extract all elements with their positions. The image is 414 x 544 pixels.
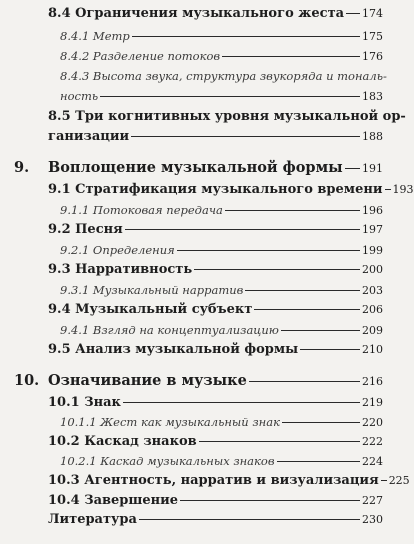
toc-entry (48, 109, 406, 124)
toc-leader (254, 309, 360, 310)
toc-page: 203 (362, 284, 383, 297)
toc-leader (194, 269, 360, 270)
toc-page: 222 (362, 435, 383, 448)
toc-entry (48, 493, 383, 508)
toc-entry (60, 454, 383, 468)
toc-page: 219 (362, 396, 383, 409)
toc-leader (245, 290, 360, 291)
toc-page: 227 (362, 494, 383, 507)
toc-leader (177, 250, 360, 251)
toc-entry (48, 262, 383, 277)
toc-page: 224 (362, 455, 383, 468)
toc-title: 9.1.1 Потоковая передача (60, 203, 223, 217)
toc-page: 196 (362, 204, 383, 217)
toc-title: 9.2.1 Определения (60, 243, 175, 257)
toc-title: 9.2 Песня (48, 222, 123, 237)
toc-entry-continuation (60, 89, 383, 103)
toc-entry (60, 323, 383, 337)
toc-title: 10.1 Знак (48, 395, 121, 410)
toc-leader (385, 189, 391, 190)
toc-leader (131, 136, 360, 137)
toc-title: 8.5 Три когнитивных уровня музыкальной ор- (48, 109, 406, 124)
toc-entry (60, 243, 383, 257)
toc-page: 206 (362, 303, 383, 316)
toc-leader (345, 168, 360, 169)
toc-leader (180, 500, 360, 501)
toc-page: 225 (388, 474, 410, 487)
toc-title: Означивание в музыке (48, 372, 247, 389)
toc-title: 8.4.1 Метр (60, 29, 130, 43)
toc-entry (60, 283, 383, 297)
toc-entry (48, 342, 383, 357)
toc-page: 175 (362, 30, 383, 43)
toc-leader (281, 330, 360, 331)
toc-entry (48, 222, 383, 237)
toc-page: 197 (362, 223, 383, 236)
toc-page: 176 (362, 50, 383, 63)
toc-leader (100, 96, 360, 97)
toc-title: 9.4 Музыкальный субъект (48, 302, 253, 317)
toc-entry (48, 512, 383, 527)
toc-title: 8.4.2 Разделение потоков (60, 49, 221, 63)
toc-page: 209 (362, 324, 383, 337)
toc-page: 216 (362, 375, 383, 388)
toc-entry (60, 69, 387, 83)
toc-page: 199 (362, 244, 383, 257)
toc-page: 230 (362, 513, 383, 526)
toc-title: ганизации (48, 129, 130, 144)
toc-title: 9.3 Нарративность (48, 262, 193, 277)
toc-entry (48, 395, 383, 410)
toc-entry (60, 49, 383, 63)
toc-title: 10.2.1 Каскад музыкальных знаков (60, 454, 275, 468)
toc-page: 210 (362, 343, 383, 356)
toc-leader (125, 229, 360, 230)
toc-leader (277, 461, 360, 462)
toc-page: 188 (362, 130, 383, 143)
toc-page: 191 (362, 162, 383, 175)
toc-page: 174 (362, 7, 383, 20)
toc-leader (249, 381, 360, 382)
toc-entry (48, 434, 383, 449)
toc-entry (48, 182, 414, 197)
toc-title: 10.2 Каскад знаков (48, 434, 197, 449)
toc-entry (48, 473, 410, 488)
toc-title: 9.3.1 Музыкальный нарратив (60, 283, 244, 297)
toc-page: 200 (362, 263, 383, 276)
toc-page: 193 (392, 183, 414, 196)
toc-leader (139, 519, 360, 520)
toc-entry (60, 29, 383, 43)
toc-leader (381, 480, 387, 481)
toc-title: 9.5 Анализ музыкальной формы (48, 342, 299, 357)
toc-title: ность (60, 89, 99, 103)
toc-page: 183 (362, 90, 383, 103)
toc-title: 8.4 Ограничения музыкального жеста (48, 6, 345, 21)
toc-entry (60, 203, 383, 217)
toc-title: Воплощение музыкальной формы (48, 159, 343, 176)
toc-title: 10.3 Агентность, нарратив и визуализация (48, 473, 379, 488)
toc-title: 9.4.1 Взгляд на концептуализацию (60, 323, 279, 337)
toc-entry (60, 415, 383, 429)
toc-leader (346, 13, 360, 14)
toc-leader (222, 56, 360, 57)
toc-chapter (14, 372, 383, 389)
chapter-number: 10. (14, 372, 40, 389)
toc-entry-continuation (48, 129, 383, 144)
toc-title: 9.1 Стратификация музыкального времени (48, 182, 383, 197)
toc-title: Литература (48, 512, 137, 527)
toc-entry (48, 302, 383, 317)
toc-title: 10.4 Завершение (48, 493, 179, 508)
toc-leader (132, 36, 360, 37)
toc-page: 220 (362, 416, 383, 429)
toc-entry (48, 6, 383, 21)
toc-leader (300, 349, 360, 350)
chapter-number: 9. (14, 159, 30, 176)
toc-title: 10.1.1 Жест как музыкальный знак (60, 415, 280, 429)
toc-leader (199, 441, 360, 442)
toc-title: 8.4.3 Высота звука, структура звукоряда и тональ- (60, 69, 387, 83)
toc-leader (123, 402, 360, 403)
toc-leader (282, 422, 360, 423)
toc-leader (225, 210, 360, 211)
toc-chapter (14, 159, 383, 176)
